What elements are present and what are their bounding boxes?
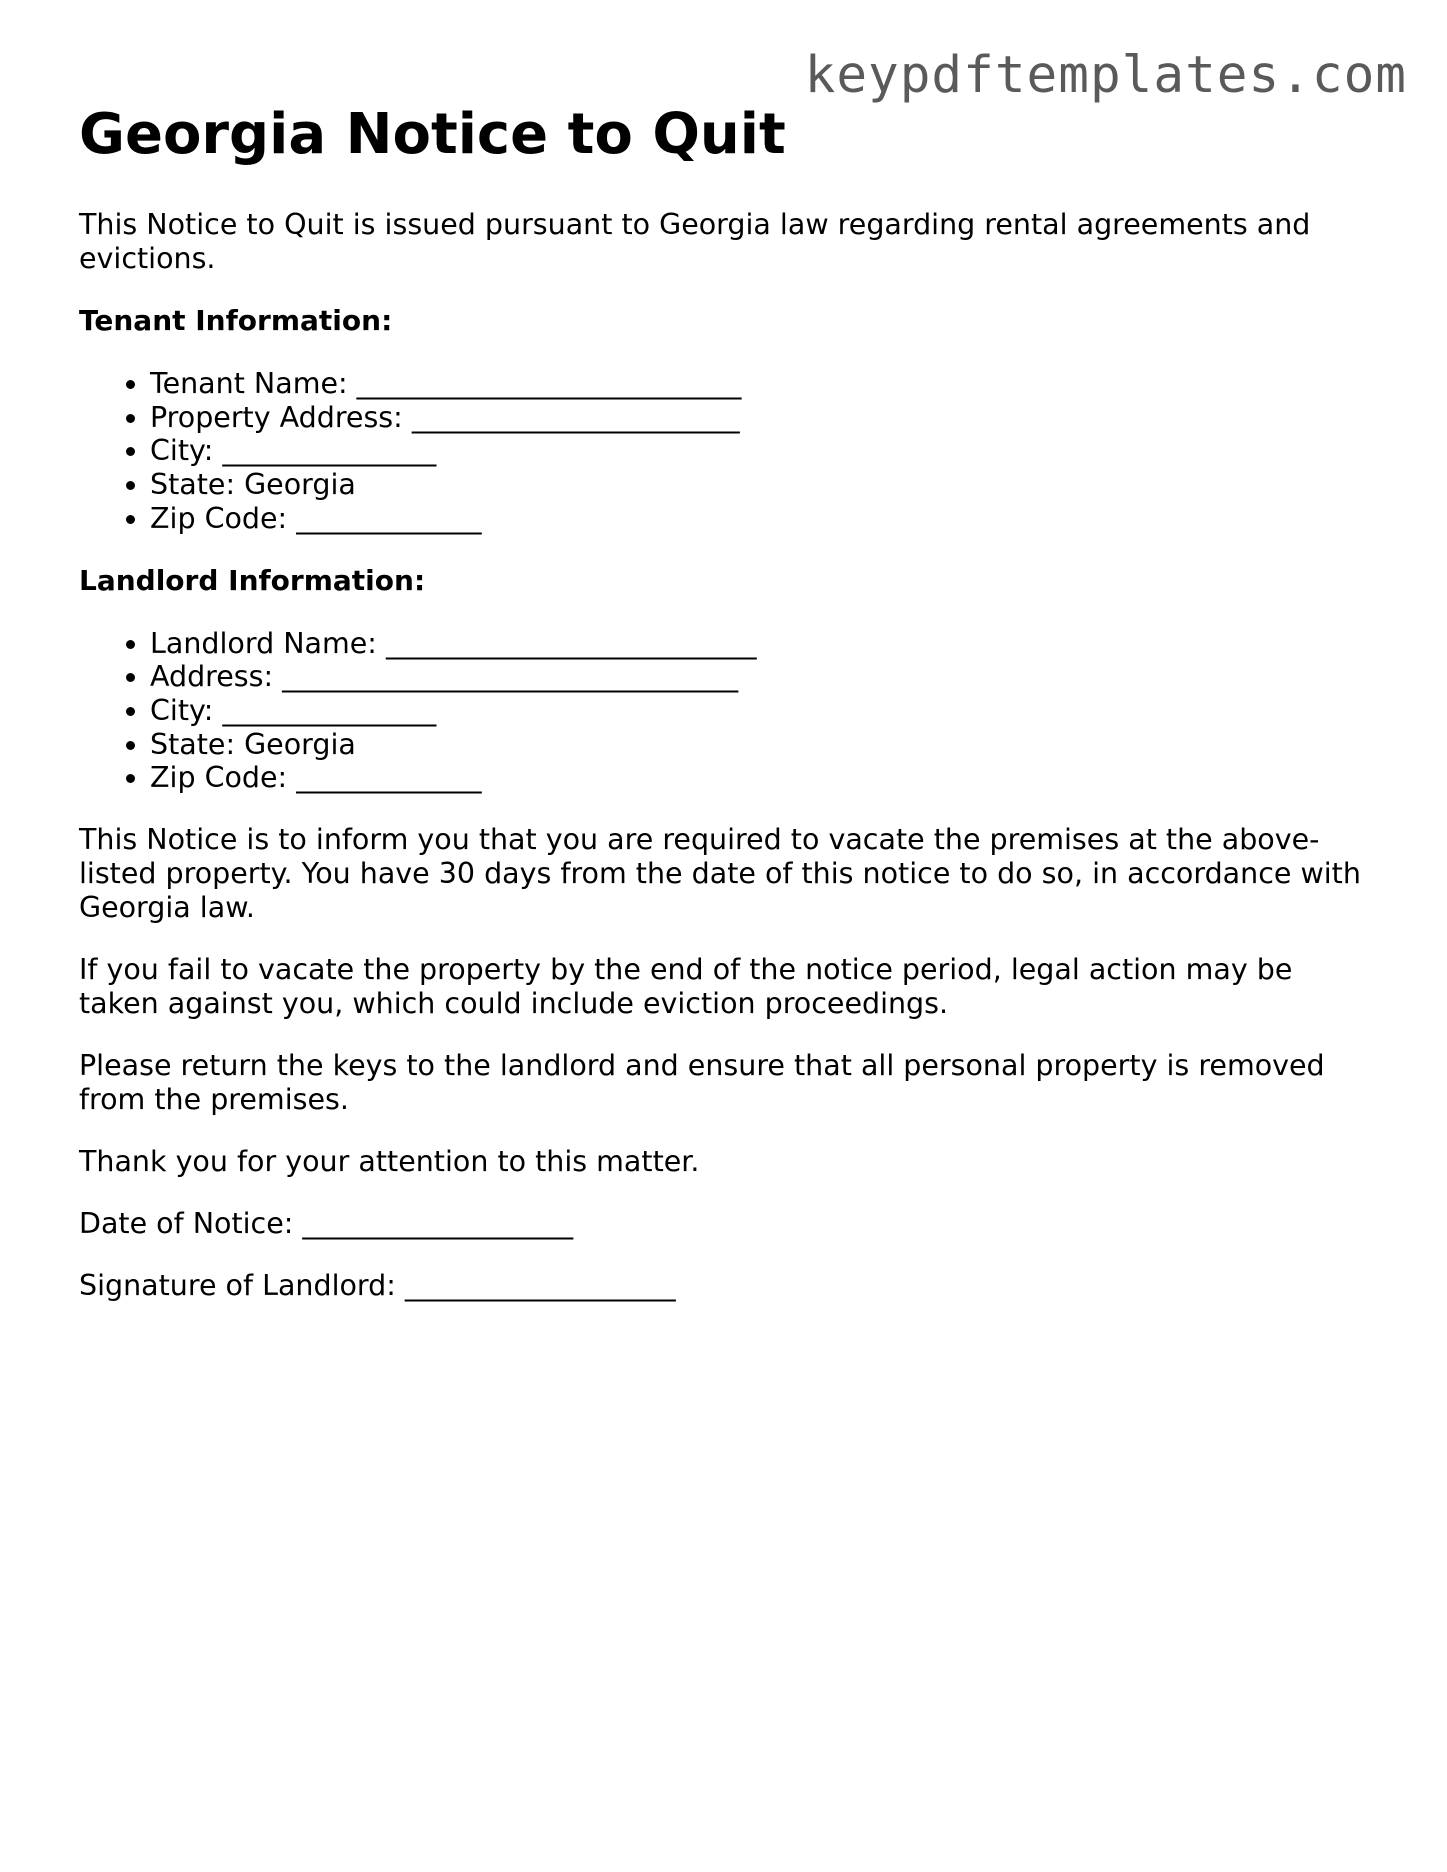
landlord-name-field: • Landlord Name: __________________________	[150, 627, 1379, 661]
landlord-state-field: • State: Georgia	[150, 728, 1379, 762]
intro-paragraph: This Notice to Quit is issued pursuant to Georgia law regarding rental agreements and evictions.	[79, 208, 1311, 275]
notice-paragraph: This Notice is to inform you that you are required to vacate the premises at the above-listed property. You have 30 days from the date of this notice to do so, in accordance with Georgia law.	[79, 823, 1361, 925]
landlord-info-list	[79, 627, 1379, 796]
tenant-property-address-field: • Property Address: _______________________	[150, 401, 1379, 435]
tenant-zip-field: • Zip Code: _____________	[150, 502, 1379, 536]
tenant-section-heading: Tenant Information:	[79, 304, 393, 337]
tenant-state-field: • State: Georgia	[150, 468, 1379, 502]
tenant-info-list	[79, 367, 1379, 536]
tenant-city-field: • City: _______________	[150, 434, 1379, 468]
legal-action-paragraph: If you fail to vacate the property by the end of the notice period, legal action may be taken against you, which could include eviction proceedings.	[79, 953, 1293, 1021]
watermark: keypdftemplates.com	[804, 46, 1407, 105]
document-title: Georgia Notice to Quit	[79, 102, 786, 167]
tenant-name-field: • Tenant Name: ___________________________	[150, 367, 1379, 401]
document-page	[79, 100, 1379, 1303]
landlord-address-field: • Address: ________________________________	[150, 660, 1379, 694]
landlord-city-field: • City: _______________	[150, 694, 1379, 728]
thank-you-paragraph: Thank you for your attention to this matter.	[79, 1145, 700, 1179]
date-of-notice-line: Date of Notice: ___________________	[79, 1207, 574, 1241]
landlord-section-heading: Landlord Information:	[79, 563, 426, 597]
landlord-zip-field: • Zip Code: _____________	[150, 761, 1379, 795]
return-keys-paragraph: Please return the keys to the landlord and ensure that all personal property is removed from the premises.	[79, 1049, 1325, 1117]
signature-of-landlord-line: Signature of Landlord: ___________________	[79, 1269, 676, 1303]
